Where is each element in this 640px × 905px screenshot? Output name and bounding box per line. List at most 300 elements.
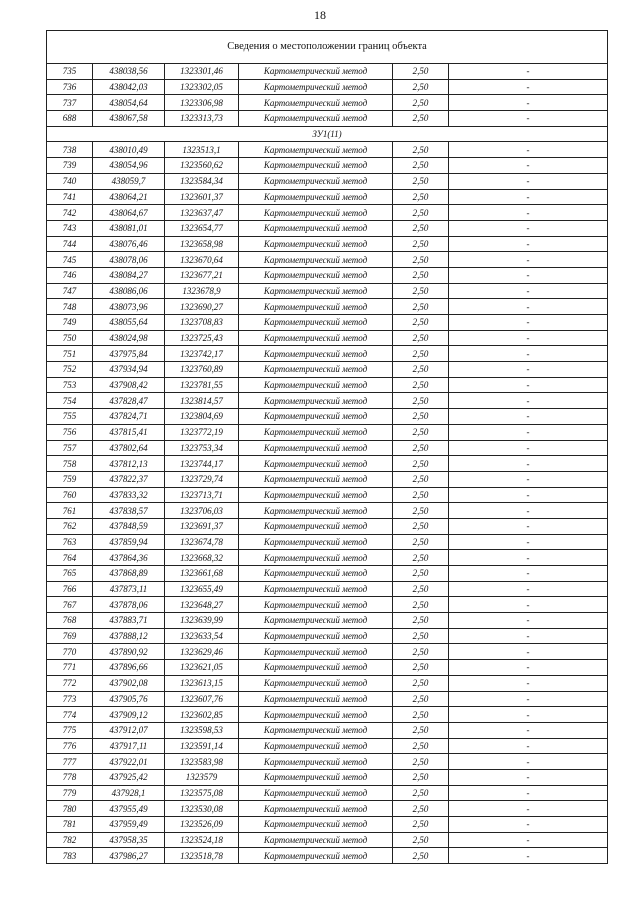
point-number-cell: 754 (47, 393, 93, 409)
point-number-cell: 750 (47, 330, 93, 346)
method-cell: Картометрический метод (239, 330, 393, 346)
y-coordinate-cell: 1323513,1 (165, 142, 239, 158)
point-number-cell: 742 (47, 205, 93, 221)
description-cell: - (449, 597, 608, 613)
accuracy-cell: 2,50 (393, 613, 449, 629)
x-coordinate-cell: 438078,06 (93, 252, 165, 268)
method-cell: Картометрический метод (239, 283, 393, 299)
accuracy-cell: 2,50 (393, 471, 449, 487)
accuracy-cell: 2,50 (393, 566, 449, 582)
point-number-cell: 761 (47, 503, 93, 519)
point-number-cell: 741 (47, 189, 93, 205)
table-row (47, 346, 608, 362)
x-coordinate-cell: 437878,06 (93, 597, 165, 613)
x-coordinate-cell: 437905,76 (93, 691, 165, 707)
method-cell: Картометрический метод (239, 252, 393, 268)
method-cell: Картометрический метод (239, 456, 393, 472)
accuracy-cell: 2,50 (393, 142, 449, 158)
description-cell: - (449, 848, 608, 864)
table-row (47, 79, 608, 95)
y-coordinate-cell: 1323677,21 (165, 267, 239, 283)
accuracy-cell: 2,50 (393, 518, 449, 534)
description-cell: - (449, 409, 608, 425)
accuracy-cell: 2,50 (393, 299, 449, 315)
accuracy-cell: 2,50 (393, 707, 449, 723)
description-cell: - (449, 158, 608, 174)
x-coordinate-cell: 437864,36 (93, 550, 165, 566)
description-cell: - (449, 189, 608, 205)
point-number-cell: 757 (47, 440, 93, 456)
table-row (47, 613, 608, 629)
accuracy-cell: 2,50 (393, 220, 449, 236)
description-cell: - (449, 613, 608, 629)
y-coordinate-cell: 1323713,71 (165, 487, 239, 503)
table-row (47, 299, 608, 315)
x-coordinate-cell: 437912,07 (93, 722, 165, 738)
method-cell: Картометрический метод (239, 675, 393, 691)
y-coordinate-cell: 1323804,69 (165, 409, 239, 425)
method-cell: Картометрический метод (239, 660, 393, 676)
table-row (47, 189, 608, 205)
accuracy-cell: 2,50 (393, 346, 449, 362)
table-row (47, 205, 608, 221)
description-cell: - (449, 79, 608, 95)
x-coordinate-cell: 438038,56 (93, 64, 165, 80)
table-row (47, 330, 608, 346)
point-number-cell: 775 (47, 722, 93, 738)
x-coordinate-cell: 437958,35 (93, 832, 165, 848)
x-coordinate-cell: 438064,21 (93, 189, 165, 205)
method-cell: Картометрический метод (239, 173, 393, 189)
description-cell: - (449, 801, 608, 817)
accuracy-cell: 2,50 (393, 660, 449, 676)
table-row (47, 503, 608, 519)
accuracy-cell: 2,50 (393, 315, 449, 331)
table-row (47, 566, 608, 582)
y-coordinate-cell: 1323639,99 (165, 613, 239, 629)
description-cell: - (449, 205, 608, 221)
point-number-cell: 778 (47, 769, 93, 785)
y-coordinate-cell: 1323772,19 (165, 424, 239, 440)
description-cell: - (449, 832, 608, 848)
description-cell: - (449, 424, 608, 440)
table-row (47, 660, 608, 676)
description-cell: - (449, 220, 608, 236)
method-cell: Картометрический метод (239, 471, 393, 487)
point-number-cell: 773 (47, 691, 93, 707)
accuracy-cell: 2,50 (393, 95, 449, 111)
table-row (47, 283, 608, 299)
method-cell: Картометрический метод (239, 534, 393, 550)
point-number-cell: 735 (47, 64, 93, 80)
x-coordinate-cell: 437986,27 (93, 848, 165, 864)
accuracy-cell: 2,50 (393, 173, 449, 189)
accuracy-cell: 2,50 (393, 581, 449, 597)
description-cell: - (449, 566, 608, 582)
table-row (47, 64, 608, 80)
point-number-cell: 751 (47, 346, 93, 362)
description-cell: - (449, 487, 608, 503)
x-coordinate-cell: 437896,66 (93, 660, 165, 676)
y-coordinate-cell: 1323781,55 (165, 377, 239, 393)
point-number-cell: 756 (47, 424, 93, 440)
table-row (47, 267, 608, 283)
point-number-cell: 737 (47, 95, 93, 111)
table-row (47, 817, 608, 833)
method-cell: Картометрический метод (239, 707, 393, 723)
y-coordinate-cell: 1323629,46 (165, 644, 239, 660)
table-row (47, 440, 608, 456)
x-coordinate-cell: 438073,96 (93, 299, 165, 315)
method-cell: Картометрический метод (239, 424, 393, 440)
y-coordinate-cell: 1323706,03 (165, 503, 239, 519)
description-cell: - (449, 456, 608, 472)
y-coordinate-cell: 1323729,74 (165, 471, 239, 487)
description-cell: - (449, 503, 608, 519)
description-cell: - (449, 283, 608, 299)
point-number-cell: 766 (47, 581, 93, 597)
x-coordinate-cell: 438024,98 (93, 330, 165, 346)
x-coordinate-cell: 437883,71 (93, 613, 165, 629)
table-row (47, 738, 608, 754)
boundary-coordinates-table (46, 30, 608, 864)
accuracy-cell: 2,50 (393, 456, 449, 472)
x-coordinate-cell: 438084,27 (93, 267, 165, 283)
method-cell: Картометрический метод (239, 409, 393, 425)
x-coordinate-cell: 437890,92 (93, 644, 165, 660)
table-row (47, 675, 608, 691)
method-cell: Картометрический метод (239, 691, 393, 707)
table-row (47, 832, 608, 848)
y-coordinate-cell: 1323602,85 (165, 707, 239, 723)
accuracy-cell: 2,50 (393, 267, 449, 283)
y-coordinate-cell: 1323742,17 (165, 346, 239, 362)
y-coordinate-cell: 1323575,08 (165, 785, 239, 801)
table-row (47, 456, 608, 472)
description-cell: - (449, 330, 608, 346)
y-coordinate-cell: 1323583,98 (165, 754, 239, 770)
description-cell: - (449, 550, 608, 566)
method-cell: Картометрический метод (239, 220, 393, 236)
accuracy-cell: 2,50 (393, 801, 449, 817)
x-coordinate-cell: 437838,57 (93, 503, 165, 519)
y-coordinate-cell: 1323637,47 (165, 205, 239, 221)
method-cell: Картометрический метод (239, 189, 393, 205)
method-cell: Картометрический метод (239, 597, 393, 613)
method-cell: Картометрический метод (239, 550, 393, 566)
table-row (47, 471, 608, 487)
table-row (47, 158, 608, 174)
accuracy-cell: 2,50 (393, 644, 449, 660)
method-cell: Картометрический метод (239, 393, 393, 409)
x-coordinate-cell: 437959,49 (93, 817, 165, 833)
accuracy-cell: 2,50 (393, 817, 449, 833)
description-cell: - (449, 377, 608, 393)
y-coordinate-cell: 1323301,46 (165, 64, 239, 80)
point-number-cell: 753 (47, 377, 93, 393)
y-coordinate-cell: 1323601,37 (165, 189, 239, 205)
y-coordinate-cell: 1323526,09 (165, 817, 239, 833)
description-cell: - (449, 236, 608, 252)
x-coordinate-cell: 438067,58 (93, 111, 165, 127)
method-cell: Картометрический метод (239, 267, 393, 283)
y-coordinate-cell: 1323654,77 (165, 220, 239, 236)
point-number-cell: 776 (47, 738, 93, 754)
method-cell: Картометрический метод (239, 518, 393, 534)
method-cell: Картометрический метод (239, 236, 393, 252)
accuracy-cell: 2,50 (393, 754, 449, 770)
x-coordinate-cell: 438054,96 (93, 158, 165, 174)
description-cell: - (449, 362, 608, 378)
method-cell: Картометрический метод (239, 111, 393, 127)
x-coordinate-cell: 437815,41 (93, 424, 165, 440)
x-coordinate-cell: 437859,94 (93, 534, 165, 550)
description-cell: - (449, 691, 608, 707)
x-coordinate-cell: 437928,1 (93, 785, 165, 801)
accuracy-cell: 2,50 (393, 832, 449, 848)
accuracy-cell: 2,50 (393, 503, 449, 519)
description-cell: - (449, 581, 608, 597)
point-number-cell: 769 (47, 628, 93, 644)
y-coordinate-cell: 1323655,49 (165, 581, 239, 597)
y-coordinate-cell: 1323598,53 (165, 722, 239, 738)
table-row (47, 409, 608, 425)
point-number-cell: 758 (47, 456, 93, 472)
method-cell: Картометрический метод (239, 346, 393, 362)
point-number-cell: 749 (47, 315, 93, 331)
y-coordinate-cell: 1323648,27 (165, 597, 239, 613)
method-cell: Картометрический метод (239, 644, 393, 660)
y-coordinate-cell: 1323621,05 (165, 660, 239, 676)
x-coordinate-cell: 438055,64 (93, 315, 165, 331)
table-row (47, 848, 608, 864)
point-number-cell: 738 (47, 142, 93, 158)
point-number-cell: 688 (47, 111, 93, 127)
accuracy-cell: 2,50 (393, 283, 449, 299)
x-coordinate-cell: 437812,13 (93, 456, 165, 472)
table-row (47, 518, 608, 534)
method-cell: Картометрический метод (239, 801, 393, 817)
point-number-cell: 743 (47, 220, 93, 236)
description-cell: - (449, 471, 608, 487)
table-row (47, 722, 608, 738)
table-row (47, 597, 608, 613)
x-coordinate-cell: 437802,64 (93, 440, 165, 456)
method-cell: Картометрический метод (239, 628, 393, 644)
table-row (47, 142, 608, 158)
description-cell: - (449, 769, 608, 785)
y-coordinate-cell: 1323708,83 (165, 315, 239, 331)
table-row (47, 785, 608, 801)
table-title-row (47, 31, 608, 64)
point-number-cell: 767 (47, 597, 93, 613)
point-number-cell: 772 (47, 675, 93, 691)
description-cell: - (449, 142, 608, 158)
x-coordinate-cell: 437934,94 (93, 362, 165, 378)
y-coordinate-cell: 1323591,14 (165, 738, 239, 754)
table-row (47, 707, 608, 723)
method-cell: Картометрический метод (239, 848, 393, 864)
table-row (47, 95, 608, 111)
y-coordinate-cell: 1323690,27 (165, 299, 239, 315)
y-coordinate-cell: 1323560,62 (165, 158, 239, 174)
point-number-cell: 781 (47, 817, 93, 833)
table-row (47, 393, 608, 409)
description-cell: - (449, 111, 608, 127)
method-cell: Картометрический метод (239, 158, 393, 174)
x-coordinate-cell: 438081,01 (93, 220, 165, 236)
method-cell: Картометрический метод (239, 487, 393, 503)
accuracy-cell: 2,50 (393, 785, 449, 801)
accuracy-cell: 2,50 (393, 534, 449, 550)
y-coordinate-cell: 1323691,37 (165, 518, 239, 534)
accuracy-cell: 2,50 (393, 409, 449, 425)
x-coordinate-cell: 438086,06 (93, 283, 165, 299)
x-coordinate-cell: 438064,67 (93, 205, 165, 221)
description-cell: - (449, 299, 608, 315)
point-number-cell: 747 (47, 283, 93, 299)
description-cell: - (449, 785, 608, 801)
y-coordinate-cell: 1323814,57 (165, 393, 239, 409)
method-cell: Картометрический метод (239, 205, 393, 221)
table-body (47, 64, 608, 864)
point-number-cell: 736 (47, 79, 93, 95)
method-cell: Картометрический метод (239, 738, 393, 754)
table-row (47, 236, 608, 252)
point-number-cell: 759 (47, 471, 93, 487)
x-coordinate-cell: 438054,64 (93, 95, 165, 111)
description-cell: - (449, 722, 608, 738)
x-coordinate-cell: 437908,42 (93, 377, 165, 393)
description-cell: - (449, 738, 608, 754)
description-cell: - (449, 393, 608, 409)
point-number-cell: 782 (47, 832, 93, 848)
x-coordinate-cell: 437824,71 (93, 409, 165, 425)
accuracy-cell: 2,50 (393, 79, 449, 95)
y-coordinate-cell: 1323678,9 (165, 283, 239, 299)
description-cell: - (449, 518, 608, 534)
y-coordinate-cell: 1323302,05 (165, 79, 239, 95)
accuracy-cell: 2,50 (393, 691, 449, 707)
point-number-cell: 765 (47, 566, 93, 582)
point-number-cell: 745 (47, 252, 93, 268)
table-row (47, 644, 608, 660)
method-cell: Картометрический метод (239, 299, 393, 315)
method-cell: Картометрический метод (239, 785, 393, 801)
accuracy-cell: 2,50 (393, 393, 449, 409)
point-number-cell: 783 (47, 848, 93, 864)
description-cell: - (449, 534, 608, 550)
description-cell: - (449, 675, 608, 691)
x-coordinate-cell: 437822,37 (93, 471, 165, 487)
point-number-cell: 768 (47, 613, 93, 629)
table-row (47, 362, 608, 378)
y-coordinate-cell: 1323674,78 (165, 534, 239, 550)
y-coordinate-cell: 1323584,34 (165, 173, 239, 189)
method-cell: Картометрический метод (239, 817, 393, 833)
y-coordinate-cell: 1323744,17 (165, 456, 239, 472)
table-row (47, 487, 608, 503)
page-number: 18 (314, 8, 326, 22)
y-coordinate-cell: 1323579 (165, 769, 239, 785)
x-coordinate-cell: 438076,46 (93, 236, 165, 252)
table-row (47, 628, 608, 644)
accuracy-cell: 2,50 (393, 330, 449, 346)
description-cell: - (449, 64, 608, 80)
y-coordinate-cell: 1323760,89 (165, 362, 239, 378)
x-coordinate-cell: 437909,12 (93, 707, 165, 723)
point-number-cell: 771 (47, 660, 93, 676)
description-cell: - (449, 95, 608, 111)
method-cell: Картометрический метод (239, 362, 393, 378)
method-cell: Картометрический метод (239, 503, 393, 519)
method-cell: Картометрический метод (239, 722, 393, 738)
x-coordinate-cell: 437828,47 (93, 393, 165, 409)
y-coordinate-cell: 1323670,64 (165, 252, 239, 268)
accuracy-cell: 2,50 (393, 628, 449, 644)
x-coordinate-cell: 437955,49 (93, 801, 165, 817)
method-cell: Картометрический метод (239, 581, 393, 597)
method-cell: Картометрический метод (239, 566, 393, 582)
y-coordinate-cell: 1323753,34 (165, 440, 239, 456)
method-cell: Картометрический метод (239, 315, 393, 331)
method-cell: Картометрический метод (239, 832, 393, 848)
y-coordinate-cell: 1323306,98 (165, 95, 239, 111)
table-row (47, 801, 608, 817)
description-cell: - (449, 252, 608, 268)
y-coordinate-cell: 1323607,76 (165, 691, 239, 707)
y-coordinate-cell: 1323530,08 (165, 801, 239, 817)
table-row (47, 581, 608, 597)
method-cell: Картометрический метод (239, 377, 393, 393)
point-number-cell: 777 (47, 754, 93, 770)
table-row (47, 691, 608, 707)
table-row (47, 220, 608, 236)
table-row (47, 377, 608, 393)
method-cell: Картометрический метод (239, 95, 393, 111)
accuracy-cell: 2,50 (393, 722, 449, 738)
description-cell: - (449, 267, 608, 283)
table-row (47, 252, 608, 268)
accuracy-cell: 2,50 (393, 675, 449, 691)
table-row (47, 315, 608, 331)
accuracy-cell: 2,50 (393, 252, 449, 268)
description-cell: - (449, 628, 608, 644)
point-number-cell: 764 (47, 550, 93, 566)
description-cell: - (449, 754, 608, 770)
accuracy-cell: 2,50 (393, 848, 449, 864)
table-row (47, 173, 608, 189)
y-coordinate-cell: 1323313,73 (165, 111, 239, 127)
accuracy-cell: 2,50 (393, 738, 449, 754)
x-coordinate-cell: 437917,11 (93, 738, 165, 754)
accuracy-cell: 2,50 (393, 205, 449, 221)
accuracy-cell: 2,50 (393, 377, 449, 393)
point-number-cell: 748 (47, 299, 93, 315)
x-coordinate-cell: 437868,89 (93, 566, 165, 582)
point-number-cell: 774 (47, 707, 93, 723)
table-row (47, 534, 608, 550)
y-coordinate-cell: 1323524,18 (165, 832, 239, 848)
point-number-cell: 762 (47, 518, 93, 534)
accuracy-cell: 2,50 (393, 158, 449, 174)
accuracy-cell: 2,50 (393, 111, 449, 127)
table-row (47, 550, 608, 566)
x-coordinate-cell: 438059,7 (93, 173, 165, 189)
y-coordinate-cell: 1323633,54 (165, 628, 239, 644)
table-row (47, 754, 608, 770)
y-coordinate-cell: 1323668,32 (165, 550, 239, 566)
